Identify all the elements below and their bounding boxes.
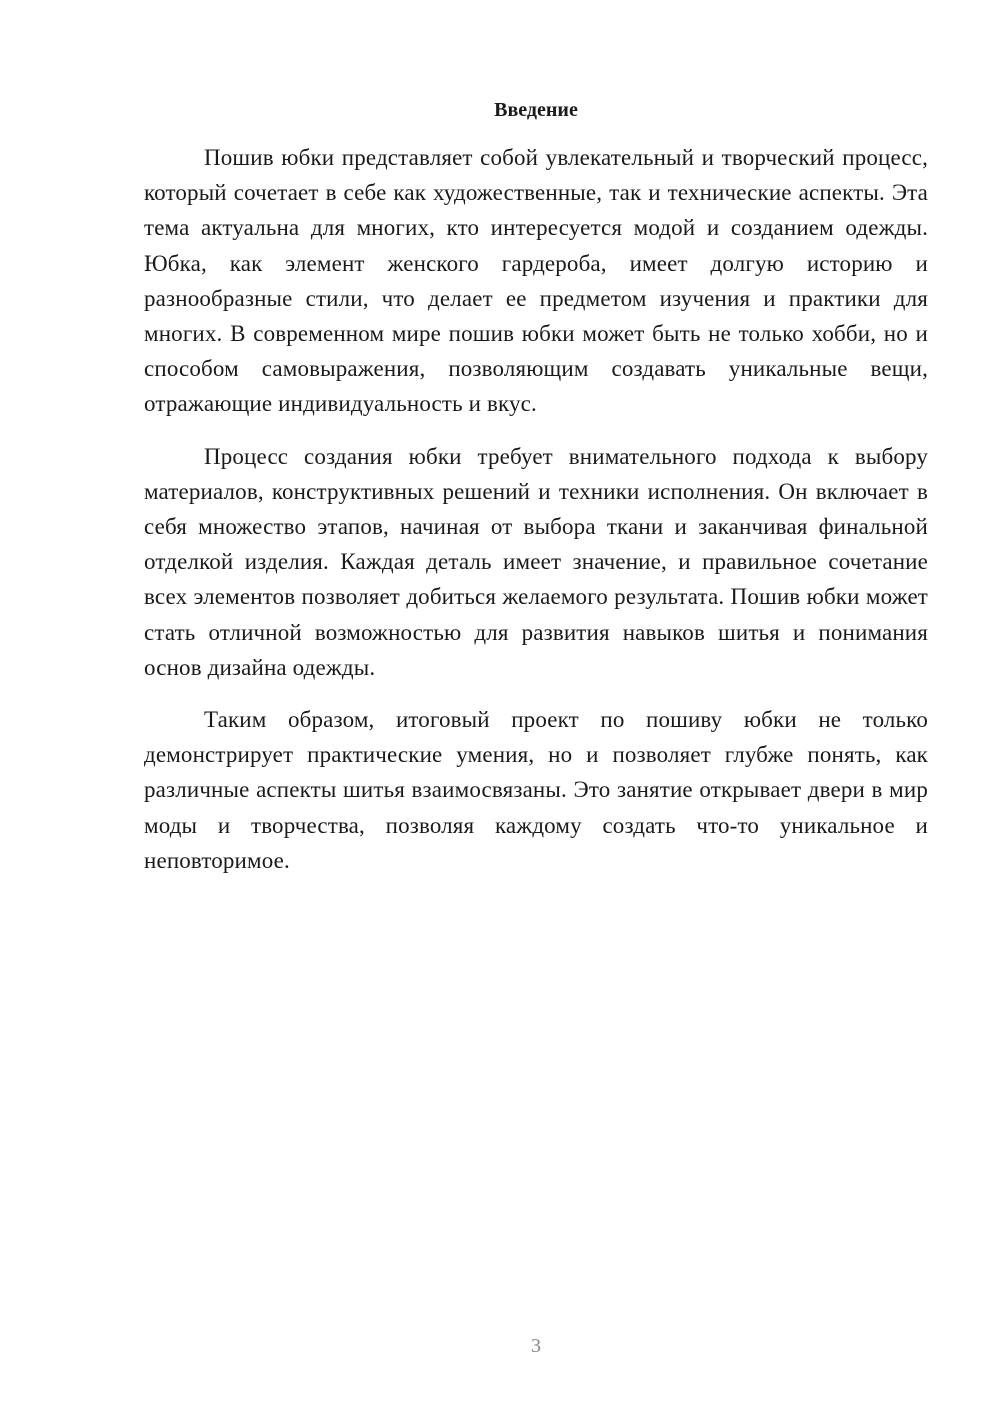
paragraph-3: Таким образом, итоговый проект по пошиву юбки не только демонстрирует практические умения, но и позволяет глубже понять, как различные аспекты шитья взаимосвязаны. Это занятие открывает двери в мир моды и творчества, позволяя каждому создать что-то уникальное и неповторимое. — [144, 707, 928, 873]
paragraph-1: Пошив юбки представляет собой увлекательный и творческий процесс, который сочетает в себе как художественные, так и технические аспекты. Эта тема актуальна для многих, кто интересуется модой и созданием одежды. Юбка, как элемент женского гардероба, имеет долгую историю и разнообразные стили, что делает ее предметом изучения и практики для многих. В современном мире пошив юбки может быть не только хобби, но и способом самовыражения, позволяющим создавать уникальные вещи, отражающие индивидуальность и вкус. — [144, 145, 928, 417]
page-content — [144, 96, 928, 895]
paragraph-2: Процесс создания юбки требует внимательного подхода к выбору материалов, конструктивных решений и техники исполнения. Он включает в себя множество этапов, начиная от выбора ткани и заканчивая финальной отделкой изделия. Каждая деталь имеет значение, и правильное сочетание всех элементов позволяет добиться желаемого результата. Пошив юбки может стать отличной возможностью для развития навыков шитья и понимания основ дизайна одежды. — [144, 443, 928, 680]
page-number: 3 — [531, 1335, 541, 1357]
section-heading: Введение — [494, 99, 578, 121]
